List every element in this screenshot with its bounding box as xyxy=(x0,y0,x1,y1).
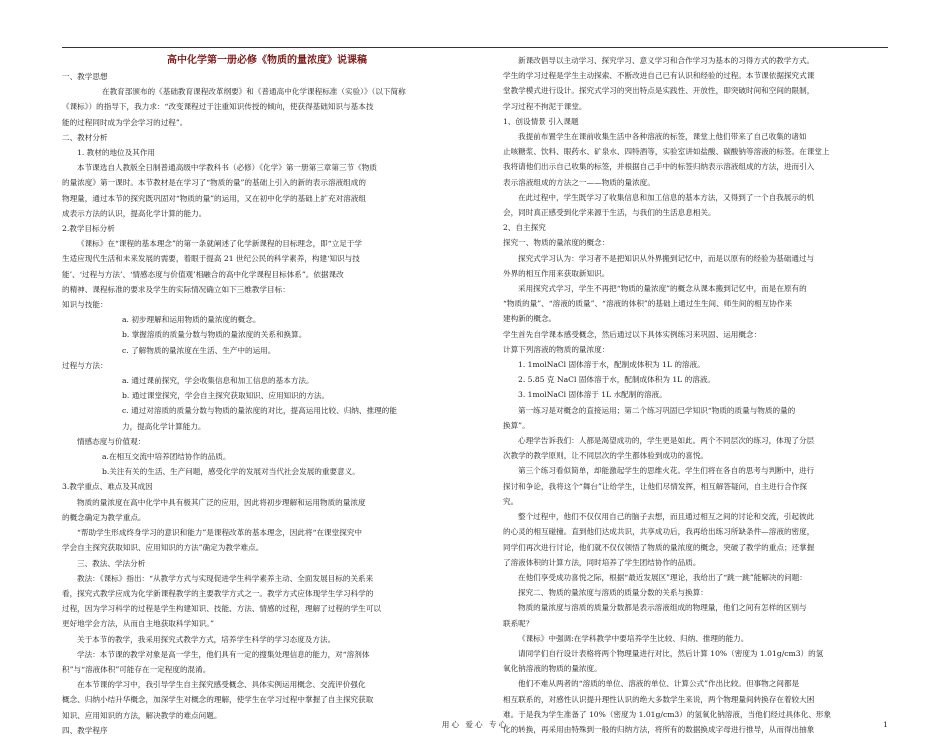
right-text-line: 了溶液体积的计算方法，同时培养了学生团结协作的品质。 xyxy=(503,557,701,567)
right-text-line: 请同学们自行设计表格将两个物理量进行对比，然后计算 10%（密度为 1.01g/cm3）的氢 xyxy=(518,648,824,658)
left-text-line: 成表示方法的认识，提高化学计算的能力。 xyxy=(62,208,207,218)
right-column-text xyxy=(503,53,888,737)
right-text-line: 外界的相互作用来获取新知识。 xyxy=(503,268,610,278)
right-text-line: 联系呢？ xyxy=(503,618,534,628)
right-text-line: 他们不难从两者的“溶质的单位、溶液的单位、计算公式”作出比较。但事物之间都是 xyxy=(518,679,800,689)
left-text-line: 三、教法、学法分析 xyxy=(77,558,146,568)
right-text-line: 止咳糖浆、饮料、眼药水、矿泉水、四特酒等，实验室讲如盐酸、碳酸钠等溶液的标签。在课堂上 xyxy=(503,147,830,157)
left-text-line: c. 通过对溶质的质量分数与物质的量浓度的对比，提高运用比较、归纳、推理的能 xyxy=(122,406,397,416)
left-text-line: 教法：《课标》指出：“从教学方式与实现促进学生科学素养主动、全面发展目标的关系来 xyxy=(77,573,374,583)
right-text-line: 我将请他们出示自己收集的标签，并根据自己手中的标签归纳表示溶液组成的方法，进而引入 xyxy=(503,162,815,172)
left-text-line: 生适应现代生活和未来发展的需要，着眼于提高 21 世纪公民的科学素养，构建‘知识与技 xyxy=(62,254,360,264)
right-text-line: 2、自主探究 xyxy=(503,223,546,233)
right-text-line: 同学们再次进行讨论，他们就不仅仅领悟了物质的量浓度的概念，突破了教学的重点；还掌握 xyxy=(503,542,815,552)
right-text-line: 堂教学模式进行设计。探究式学习的突出特点是实践性、开放性，即突破时间和空间的限制， xyxy=(503,86,815,96)
right-text-line: 心理学告诉我们：人都是渴望成功的，学生更是如此。两个不同层次的练习，体现了分层 xyxy=(518,436,815,446)
right-text-line: 会，同时真正感受到化学来源于生活，与我们的生活息息相关。 xyxy=(503,208,716,218)
right-text-line: 1、创设情景 引入课题 xyxy=(503,116,579,126)
left-text-line: b.关注有关的生活、生产问题，感受化学的发展对当代社会发展的重要意义。 xyxy=(102,467,360,477)
right-text-line: 学生的学习过程是学生主动探索、不断改进自己已有认识和经验的过程。本节课依据探究式课 xyxy=(503,71,815,81)
left-text-line: 的精神、课程标准的要求及学生的实际情况确立如下三维教学目标： xyxy=(62,284,290,294)
right-text-line: 究。 xyxy=(503,496,519,506)
header-rule xyxy=(62,47,888,48)
left-text-line: 3.教学重点、难点及其成因 xyxy=(62,482,153,492)
left-text-line: 在本节课的学习中，我引导学生自主探究感受概念、具体实例运用概念、交流评价强化 xyxy=(77,680,366,690)
left-column-text xyxy=(62,69,472,738)
right-text-line: 第三个练习看似简单，却能激起学生的思维火花。学生们将在各自的思考与判断中，进行 xyxy=(518,466,815,476)
left-text-line: 能’、‘过程与方法’、‘情感态度与价值观’相融合的高中化学课程目标体系”。依据课改 xyxy=(62,269,344,279)
right-text-line: 难。于是我为学生准备了 10%（密度为 1.01g/cm3）的氢氧化钠溶液，当他们经过具体化、形象 xyxy=(503,709,832,719)
right-text-line: 物质的量浓度与溶质的质量分数都是表示溶液组成的物理量，他们之间有怎样的区别与 xyxy=(518,603,807,613)
left-text-line: 《课标》在“课程的基本理念”的第一条就阐述了化学新课程的目标理念，即“立足于学 xyxy=(77,239,363,249)
left-text-line: a.在相互交流中培养团结协作的品质。 xyxy=(102,452,231,462)
left-text-line: 学法：本节课的教学对象是高一学生，他们具有一定的搜集处理信息的能力，对“溶剂体 xyxy=(77,649,370,659)
left-text-line: 更好地学会方法，从而自主地获取科学知识。” xyxy=(62,619,214,629)
right-text-line: 计算下列溶液的物质的量浓度： xyxy=(503,344,610,354)
right-text-line: 的心灵的相互碰撞。直到他们达成共识，共享成功后，我再给出练习所缺条件—溶液的密度， xyxy=(503,527,815,537)
left-text-line: 关于本节的教学，我采用探究式教学方式，培养学生科学的学习态度及方法。 xyxy=(77,634,336,644)
right-text-line: 表示溶液组成的方法之一——物质的量浓度。 xyxy=(503,177,655,187)
left-text-line: 物理量，通过本节的探究既巩固对“物质的量”的运用，又在初中化学的基础上扩充对溶液组 xyxy=(62,193,366,203)
right-text-line: 探究一、物质的量浓度的概念： xyxy=(503,238,610,248)
left-text-line: b. 掌握溶质的质量分数与物质的量浓度的关系和换算。 xyxy=(122,330,307,340)
left-text-line: 能的过程同时成为学会学习的过程”。 xyxy=(62,117,188,127)
left-text-line: 情感态度与价值观： xyxy=(77,436,146,446)
left-text-line: 四、教学程序 xyxy=(62,725,108,735)
left-text-line: 本节课选自人教版全日制普通高级中学教科书（必修）《化学》第一册第三章第三节《物质 xyxy=(77,163,377,173)
footer-slogan: 用心 爱心 专心 xyxy=(441,720,509,729)
right-text-line: 整个过程中，他们不仅仅用自己的脑子去想，而且通过相互之间的讨论和交流，引起彼此 xyxy=(518,512,815,522)
left-text-line: 一、教学思想 xyxy=(62,72,108,81)
page-number: 1 xyxy=(883,720,888,729)
right-text-line: 换算”。 xyxy=(503,420,530,430)
right-text-line: 第一练习是对概念的直接运用；第二个练习巩固已学知识“物质的质量与物质的量的 xyxy=(518,405,796,415)
left-text-line: 的量浓度》第一课时。本节教材是在学习了“物质的量”的基础上引入的新的表示溶液组成的 xyxy=(62,178,366,188)
left-text-line: 概念、归纳小结升华概念，加深学生对概念的理解，使学生在学习过程中掌握了自主探究获取 xyxy=(62,695,374,705)
right-text-line: 氧化钠溶液的物质的量浓度。 xyxy=(503,664,602,674)
left-text-line: a. 通过课前探究，学会收集信息和加工信息的基本方法。 xyxy=(122,376,314,386)
right-text-line: 探讨和争论，我将这个“舞台”让给学生，让他们尽情发挥，相互解答疑问，自主进行合作探 xyxy=(503,481,807,491)
left-text-line: 知识、应用知识的方法，解决教学的难点问题。 xyxy=(62,710,222,720)
left-text-line: 过程，因为学习科学的过程是学生构建知识、技能、方法、情感的过程，理解了过程的学生可以 xyxy=(62,604,381,614)
left-text-line: 力，提高化学计算能力。 xyxy=(122,421,206,431)
left-text-line: c. 了解物质的量浓度在生活、生产中的运用。 xyxy=(122,345,276,355)
left-text-line: 物质的量浓度在高中化学中具有极其广泛的应用，因此将初步理解和运用物质的量浓度 xyxy=(77,497,366,507)
right-text-line: 采用探究式学习，学生不再把“物质的量浓度”的概念从课本搬到记忆中，而是在原有的 xyxy=(518,284,807,294)
right-text-line: 学生首先自学课本感受概念，然后通过以下具体实例练习来巩固、运用概念： xyxy=(503,329,762,339)
left-text-line: 二、教材分析 xyxy=(62,132,108,142)
document-title: 高中化学第一册必修《物质的量浓度》说课稿 xyxy=(167,55,367,66)
left-text-line: 看，探究式教学应成为化学新课程教学的主要教学方式之一。教学方式应体现学生学习科学的 xyxy=(62,588,374,598)
right-text-line: 我提前布置学生在课前收集生活中各种溶液的标签，课堂上他们带来了自己收集的诸如 xyxy=(518,132,807,142)
right-text-line: 相互联系的，对感性认识提升理性认识的绝大多数学生来说，两个物理量间转换存在着较大困 xyxy=(503,694,815,704)
right-text-line: 在他们享受成功喜悦之际，根据“最近发展区”理论，我给出了“跳一跳”能解决的问题： xyxy=(518,572,807,582)
left-text-line: 的概念确定为教学重点。 xyxy=(62,512,146,522)
right-text-line: “物质的量”、“溶液的质量”、“溶液的体积”的基础上通过生生间、师生间的相互协作来 xyxy=(503,299,793,309)
right-text-line: 学习过程不拘泥于课堂。 xyxy=(503,101,587,111)
left-column xyxy=(62,53,472,735)
left-text-line: a. 初步理解和运用物质的量浓度的概念。 xyxy=(122,315,261,325)
right-text-line: 《课标》中强调:在学科教学中要培养学生比较、归纳、推理的能力。 xyxy=(518,633,749,643)
left-text-line: 积”与“溶液体积”可能存在一定程度的混淆。 xyxy=(62,664,211,674)
left-text-line: 过程与方法： xyxy=(62,360,108,370)
left-text-line: 《课标》）的指导下，我力求：“改变课程过于注重知识传授的倾向，使获得基础知识与基本技 xyxy=(62,102,374,112)
right-text-line: 化的转换，再采用由特殊到一般的归纳方法，将所有的数据换成字母进行推导，从而得出抽象 xyxy=(503,724,815,734)
right-text-line: 新课改倡导以主动学习、探究学习、意义学习和合作学习为基本的习得方式的教学方式。 xyxy=(518,56,815,65)
left-text-line: “帮助学生形成终身学习的意识和能力”是课程改革的基本理念，因此将“在课堂探究中 xyxy=(77,528,363,538)
left-text-line: 2.教学目标分析 xyxy=(62,224,115,234)
left-text-line: 知识与技能： xyxy=(62,300,108,310)
right-text-line: 在此过程中，学生既学习了收集信息和加工信息的基本方法，又得到了一个自我展示的机 xyxy=(518,192,815,202)
right-text-line: 1. 1molNaCl 固体溶于水，配制成体积为 1L 的溶液。 xyxy=(518,360,705,370)
right-text-line: 探究式学习认为：学习者不是把知识从外界搬到记忆中，而是以原有的经验为基础通过与 xyxy=(518,253,815,263)
right-text-line: 建构新的概念。 xyxy=(503,314,557,324)
left-text-line: 1. 教材的地位及其作用 xyxy=(77,148,156,158)
right-column xyxy=(503,53,888,734)
right-text-line: 次教学的教学原则，让不同层次的学生都体验到成功的喜悦。 xyxy=(503,451,709,461)
left-text-line: b. 通过课堂探究，学会自主探究获取知识、应用知识的方法。 xyxy=(122,391,330,401)
right-text-line: 探究二、物质的量浓度与溶质的质量分数的关系与换算： xyxy=(518,588,708,598)
left-text-line: 在教育部颁布的《基础教育课程改革纲要》和《普通高中化学课程标准（实验）》（以下简称 xyxy=(102,87,406,97)
right-text-line: 3. 1molNaCl 固体溶于 1L 水配制的溶液。 xyxy=(518,390,667,400)
left-text-line: 学会自主探究获取知识、应用知识的方法”确定为教学难点。 xyxy=(62,543,264,553)
right-text-line: 2. 5.85 克 NaCl 固体溶于水，配制成体积为 1L 的溶液。 xyxy=(518,375,716,385)
